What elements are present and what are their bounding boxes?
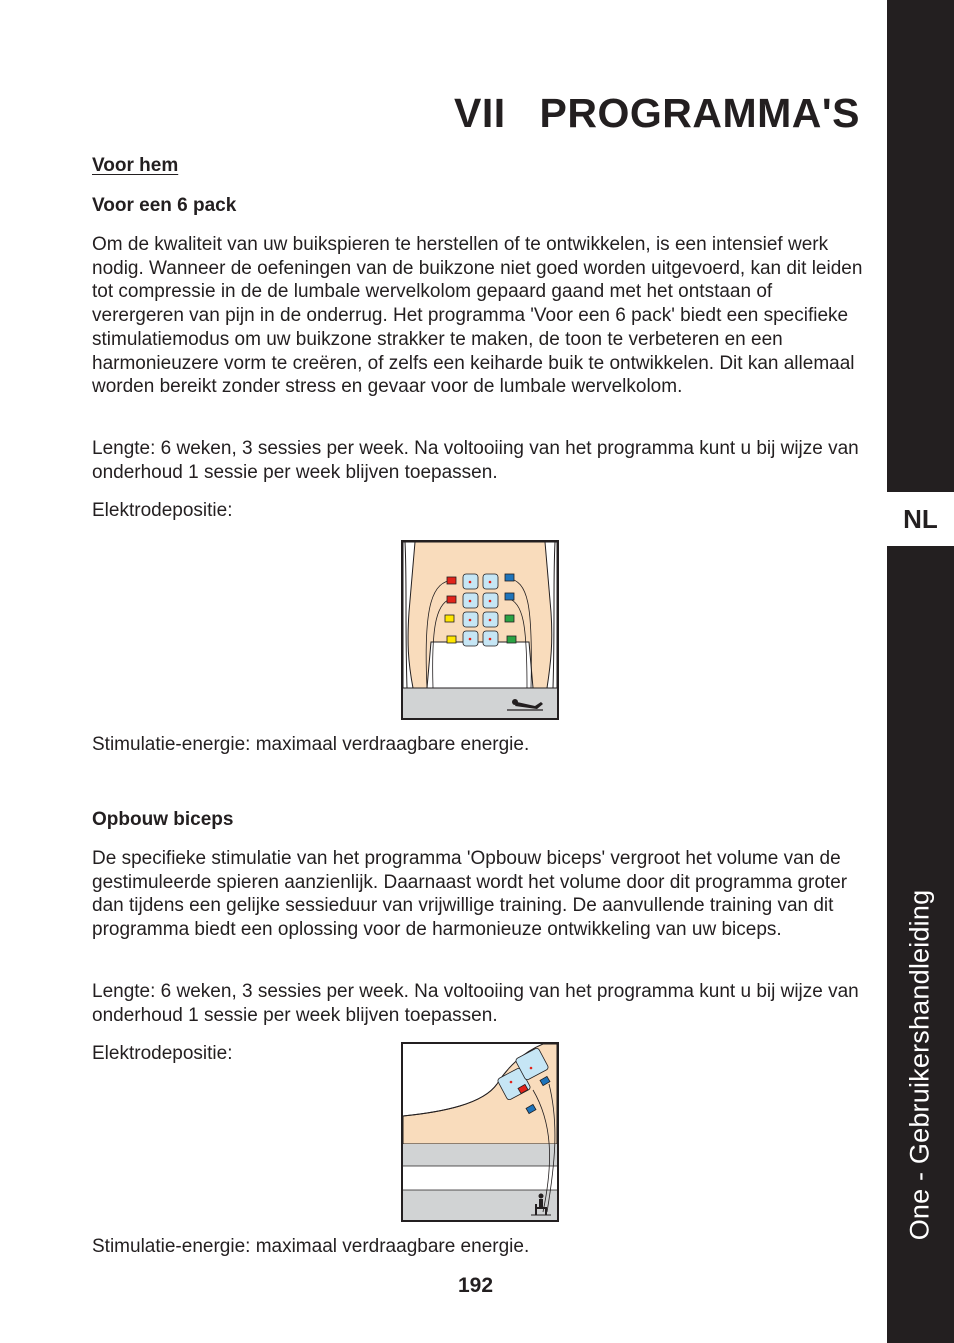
- program-duration-6pack: Lengte: 6 weken, 3 sessies per week. Na voltooiing van het programma kunt u bij wijze van onderhoud 1 sessie per week blijven toepassen.: [92, 438, 859, 483]
- energy-biceps: Stimulatie-energie: maximaal verdraagbare energie.: [92, 1236, 530, 1257]
- electrode-placement-biceps: [401, 1042, 559, 1222]
- program-duration-biceps: Lengte: 6 weken, 3 sessies per week. Na voltooiing van het programma kunt u bij wijze van onderhoud 1 sessie per week blijven toepassen.: [92, 981, 859, 1026]
- sidebar-top-band: [887, 0, 954, 492]
- program-description-6pack: Om de kwaliteit van uw buikspieren te herstellen of te ontwikkelen, is een intensief werk nodig. Wanneer de oefeningen van de buikzone niet goed worden uitgevoerd, kan dit leiden tot compressie in de de lumbale wervelkolom gepaard gaand met het ontstaan of verergeren van pijn in de onderrug. Het programma 'Voor een 6 pack' biedt een specifieke stimulatiemodus om uw buikzone strakker te maken, de toon te verbeteren en een harmonieuzere vorm te creëren, of zelfs een keiharde buik te ontwikkelen. Dit kan allemaal worden bereikt zonder stress en gevaar voor de lumbale wervelkolom.: [92, 234, 863, 398]
- manual-title: One - Gebruikershandleiding: [904, 889, 935, 1241]
- language-tab: NL: [903, 503, 938, 534]
- energy-6pack: Stimulatie-energie: maximaal verdraagbare energie.: [92, 734, 530, 755]
- program-heading-6pack: Voor een 6 pack: [92, 195, 237, 216]
- page-number: 192: [458, 1274, 494, 1297]
- electrode-label-biceps: Elektrodepositie:: [92, 1043, 233, 1064]
- electrode-label-6pack: Elektrodepositie:: [92, 500, 233, 521]
- program-description-biceps: De specifieke stimulatie van het programma 'Opbouw biceps' vergroot het volume van de gestimuleerde spieren aanzienlijk. Daarnaast wordt het volume door dit programma groter dan tijdens een gelijke sessieduur van vrijwillige training. De aanvullende training van dit programma biedt een oplossing voor de harmonieuze ontwikkeling van uw biceps.: [92, 848, 848, 941]
- section-heading: Voor hem: [92, 155, 179, 176]
- electrode-placement-abdomen: [401, 540, 559, 720]
- program-heading-biceps: Opbouw biceps: [92, 809, 234, 830]
- page-title: VII PROGRAMMA'S: [454, 90, 860, 136]
